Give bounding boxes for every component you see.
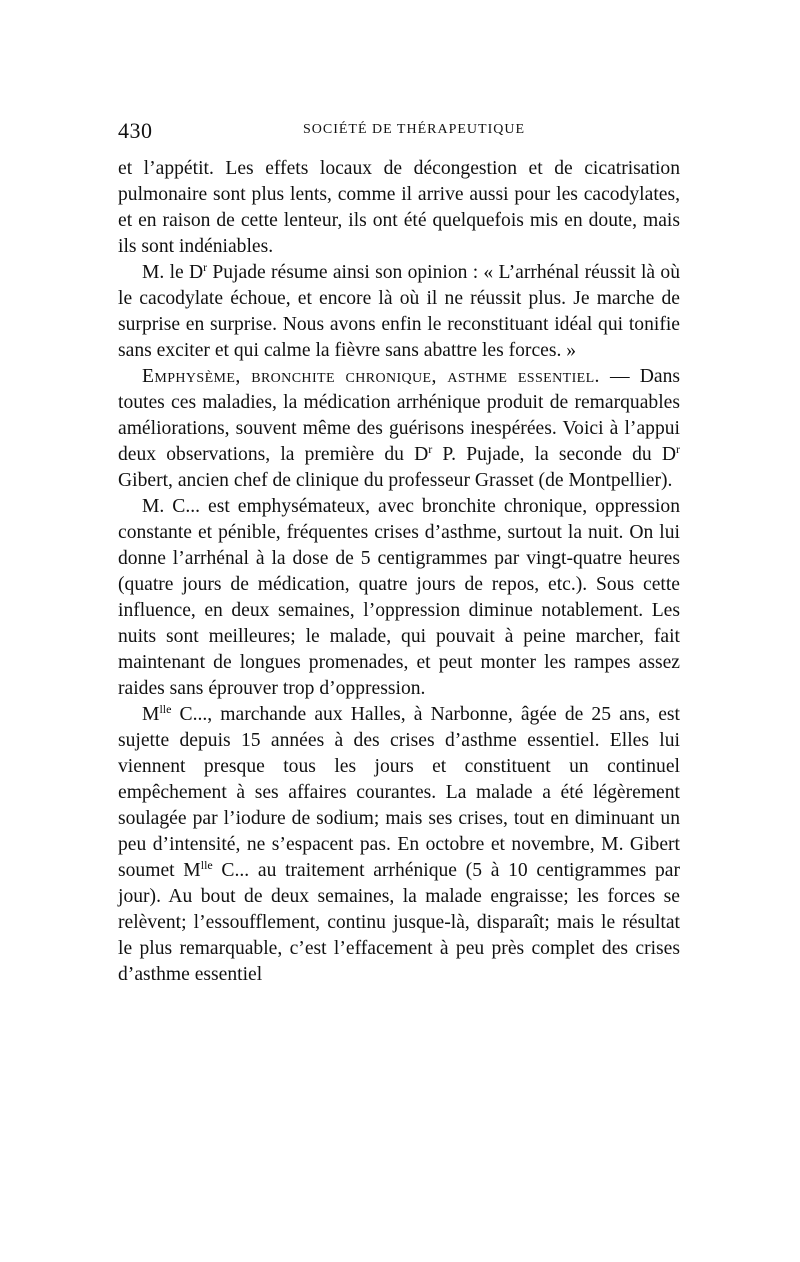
paragraph-1: et l’appétit. Les effets locaux de décongestion et de cicatrisation pulmonaire sont plus lents, comme il arrive aussi pour les cacodylates, et en raison de cette lenteur, ils ont été quelquefois mis en doute, mais ils sont indéniables. (118, 158, 680, 257)
paragraph-5: $M^{lle}$ C..., marchande aux Halles, à Narbonne, âgée de 25 ans, est sujette depuis 15 années à des crises d’asthme essentiel. Elles lui viennent presque tous les jours et constituent un continuel empêchement à ses affaires courantes. La malade a été légèrement soulagée par l’iodure de sodium; mais ses crises, tout en diminuant un peu d’intensité, ne s’espacent pas. En octobre et novembre, M. Gibert soumet $M^{lle}$ C... au traitement arrhénique (5 à 10 centigrammes par jour). Au bout de deux semaines, la malade engraisse; les forces se relèvent; l’essoufflement, continu jusque-là, disparaît; mais le résultat le plus remarquable, c’est l’effacement à peu près complet des crises d’asthme essentiel (118, 702, 681, 985)
body-text (118, 156, 680, 988)
paragraph-2: M. le $D^r$ Pujade résume ainsi son opinion : « L’arrhénal réussit là où le cacodylate échoue, et encore là où il ne réussit plus. Je marche de surprise en surprise. Nous avons enfin le reconstituant idéal qui tonifie sans exciter et qui calme la fièvre sans abattre les forces. » (118, 260, 680, 361)
book-page (118, 118, 680, 988)
paragraph-3: Emphysème, bronchite chronique, asthme essentiel. — Dans toutes ces maladies, la médication arrhénique produit de remarquables améliorations, souvent même des guérisons inespérées. Voici à l’appui deux observations, la première du $D^r$ P. Pujade, la seconde du $D^r$ Gibert, ancien chef de clinique du professeur Grasset (de Montpellier). (118, 366, 681, 491)
section-heading: Emphysème, bronchite chronique, asthme essentiel. (142, 366, 600, 387)
page-header (118, 118, 680, 148)
running-title: SOCIÉTÉ DE THÉRAPEUTIQUE (302, 122, 526, 137)
page-number: 430 (118, 118, 153, 143)
paragraph-4: M. C... est emphysémateux, avec bronchite chronique, oppression constante et pénible, fréquentes crises d’asthme, surtout la nuit. On lui donne l’arrhénal à la dose de 5 centigrammes par vingt-quatre heures (quatre jours de médication, quatre jours de repos, etc.). Sous cette influence, en deux semaines, l’oppression diminue notablement. Les nuits sont meilleures; le malade, qui pouvait à peine marcher, fait maintenant de longues promenades, et peut monter les rampes assez raides sans éprouver trop d’oppression. (118, 496, 680, 699)
